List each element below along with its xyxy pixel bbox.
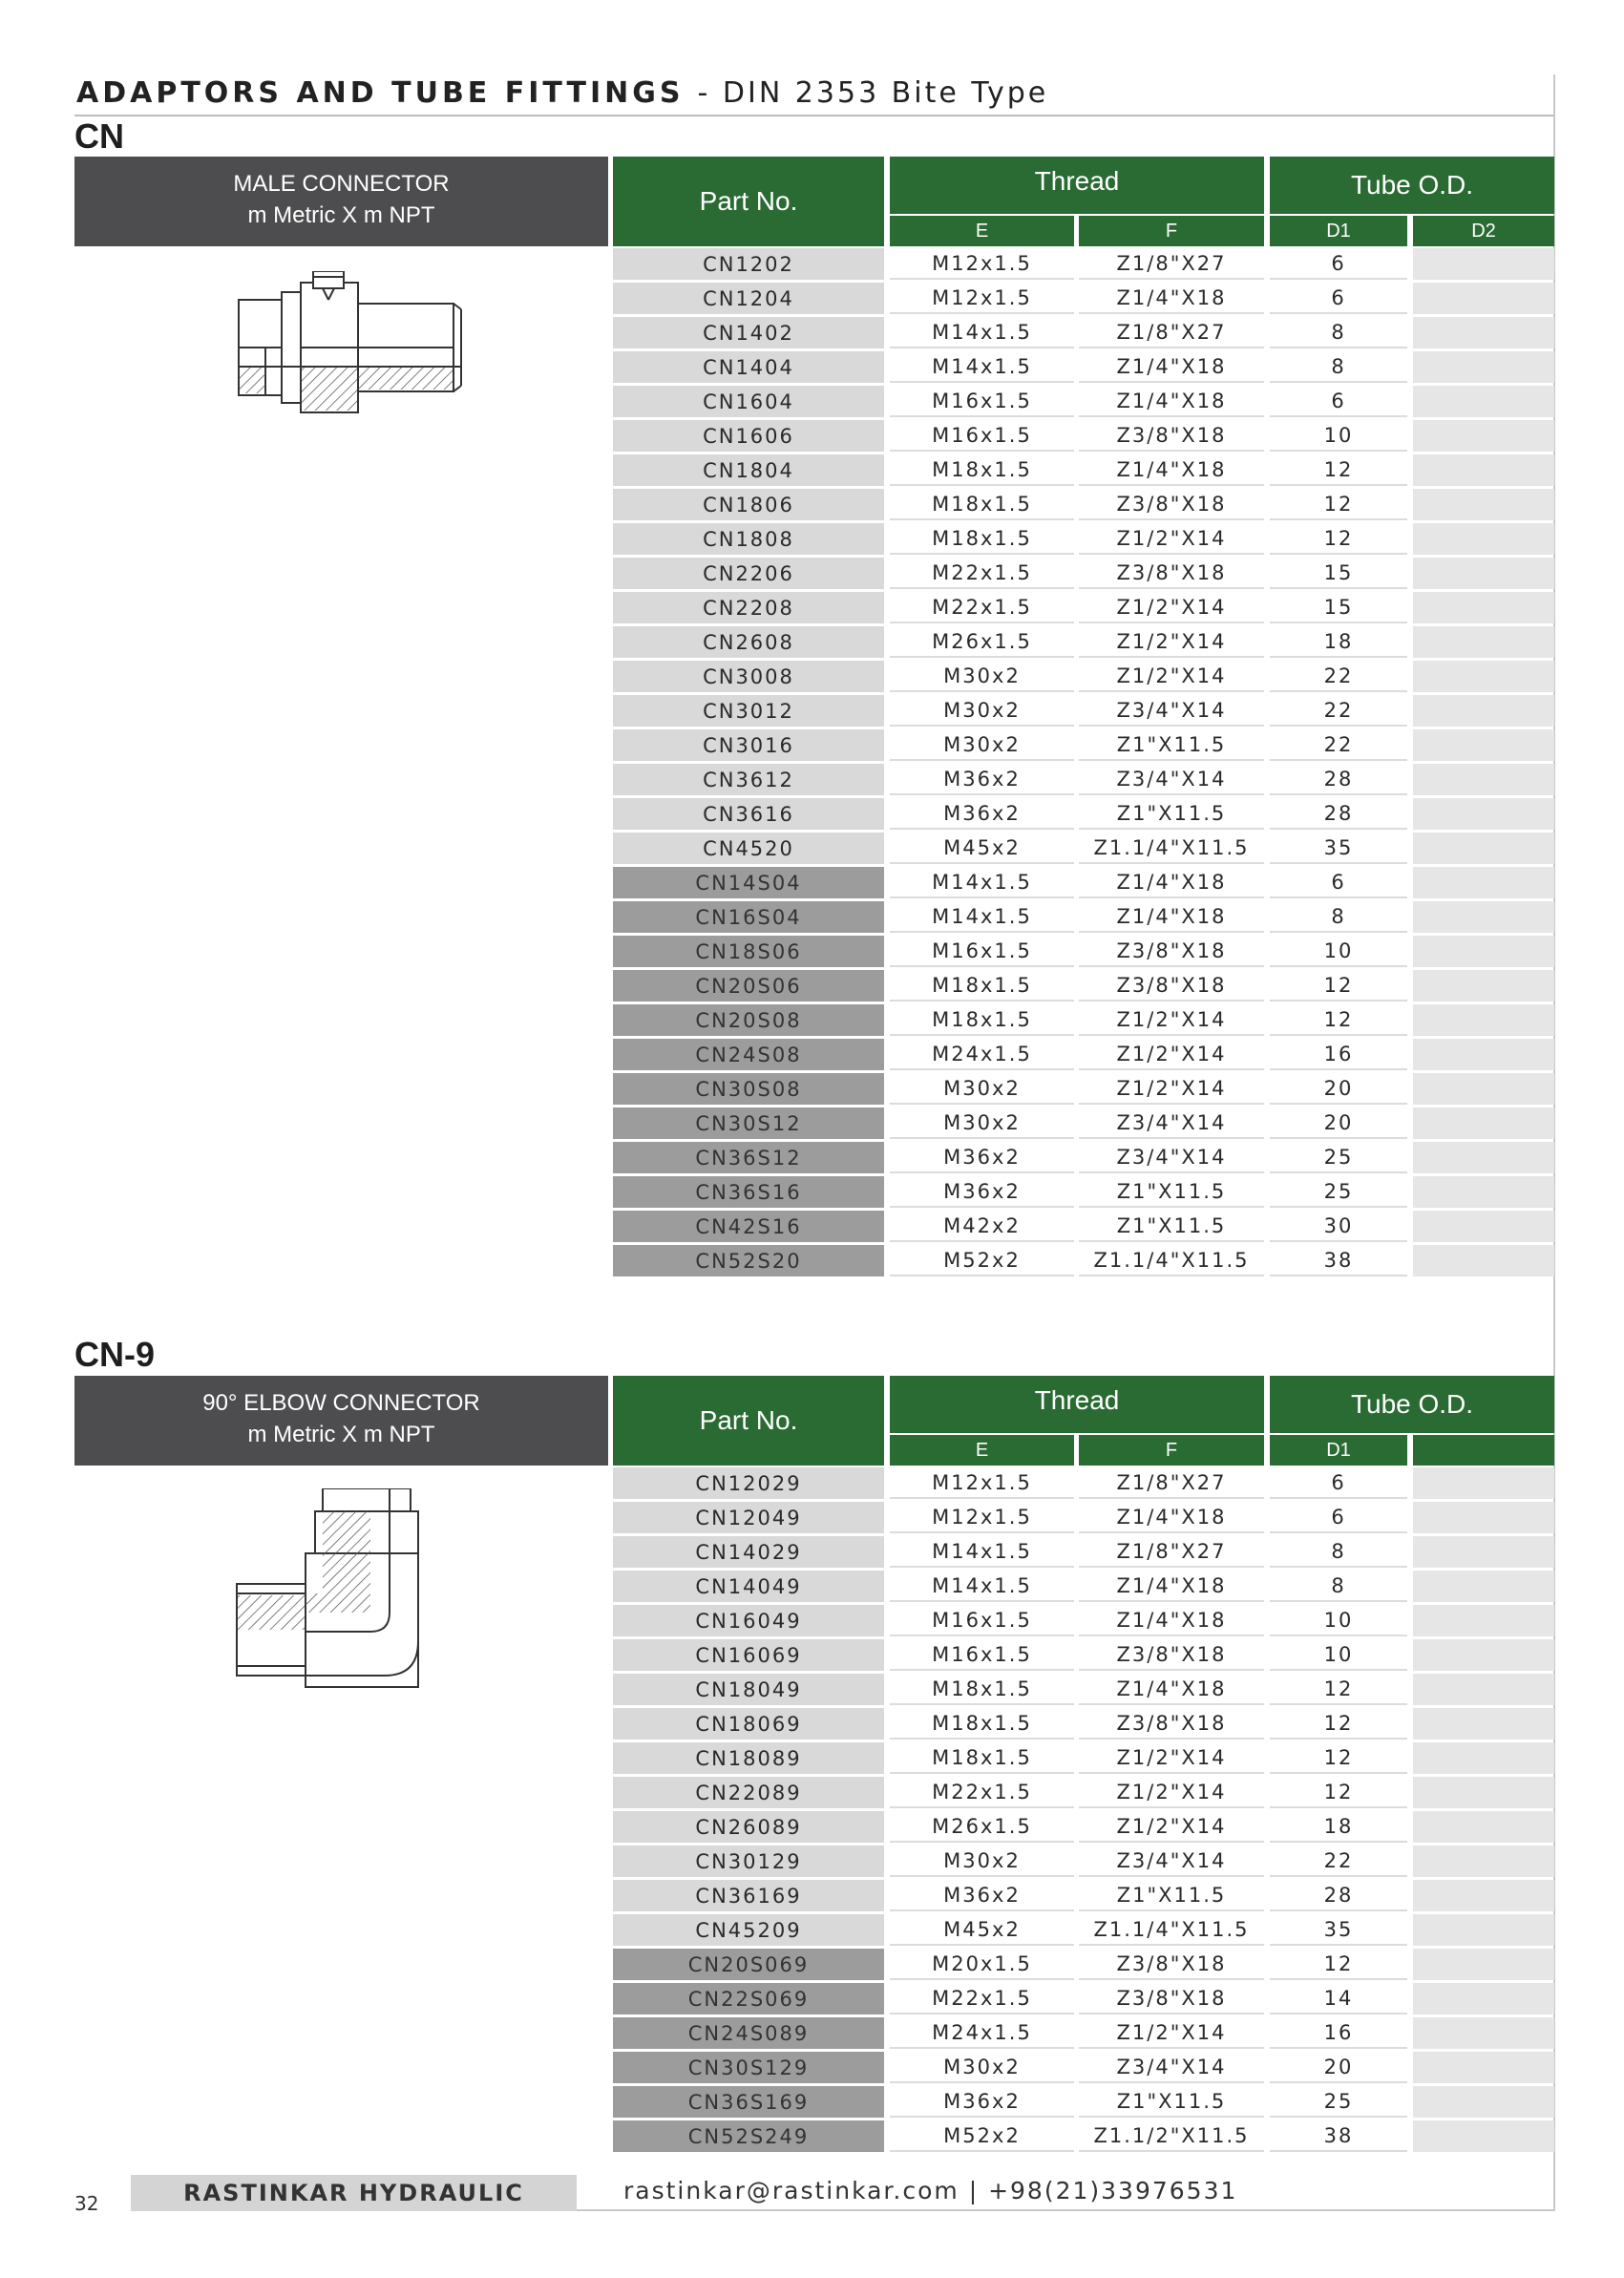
thread-f-cell: Z1/2"X14 <box>1079 592 1264 623</box>
product-description-box <box>74 1376 608 1466</box>
part-number-cell: CN1808 <box>613 523 884 555</box>
thread-f-cell: Z1/2"X14 <box>1079 523 1264 555</box>
thread-f-cell: Z1/4"X18 <box>1079 1571 1264 1602</box>
tube-d1-cell: 12 <box>1270 1742 1407 1774</box>
part-number-cell: CN2206 <box>613 558 884 589</box>
thread-e-cell: M30x2 <box>890 695 1074 727</box>
thread-f-cell: Z1"X11.5 <box>1079 1211 1264 1242</box>
part-number-cell: CN12049 <box>613 1502 884 1533</box>
tube-d2-cell <box>1413 523 1554 555</box>
thread-e-cell: M26x1.5 <box>890 1811 1074 1843</box>
product-thread-spec: m Metric X m NPT <box>247 1422 435 1447</box>
thread-f-cell: Z1.1/4"X11.5 <box>1079 833 1264 864</box>
thread-f-cell: Z1/8"X27 <box>1079 248 1264 280</box>
tube-d1-cell: 30 <box>1270 1211 1407 1242</box>
thread-f-cell: Z3/4"X14 <box>1079 1846 1264 1877</box>
thread-e-cell: M30x2 <box>890 1846 1074 1877</box>
part-number-cell: CN18049 <box>613 1674 884 1705</box>
tube-d1-cell: 35 <box>1270 833 1407 864</box>
tube-d2-cell <box>1413 1502 1554 1533</box>
tube-d2-cell <box>1413 558 1554 589</box>
part-number-cell: CN30S12 <box>613 1107 884 1139</box>
tube-d2-cell <box>1413 1536 1554 1568</box>
part-number-cell: CN1404 <box>613 351 884 383</box>
tube-d1-cell: 6 <box>1270 248 1407 280</box>
part-number-cell: CN1402 <box>613 317 884 348</box>
thread-e-cell: M22x1.5 <box>890 1777 1074 1808</box>
thread-f-cell: Z3/8"X18 <box>1079 1949 1264 1980</box>
tube-d2-cell <box>1413 1073 1554 1105</box>
tube-d1-cell: 20 <box>1270 1073 1407 1105</box>
thread-e-cell: M12x1.5 <box>890 1502 1074 1533</box>
thread-f-cell: Z1/2"X14 <box>1079 1777 1264 1808</box>
header-tube-od: Tube O.D. <box>1270 157 1554 214</box>
thread-e-cell: M18x1.5 <box>890 1004 1074 1036</box>
thread-e-cell: M52x2 <box>890 2120 1074 2152</box>
thread-f-cell: Z1/4"X18 <box>1079 1605 1264 1636</box>
tube-d2-cell <box>1413 1949 1554 1980</box>
thread-f-cell: Z1/2"X14 <box>1079 2017 1264 2049</box>
tube-d1-cell: 10 <box>1270 1605 1407 1636</box>
tube-d2-cell <box>1413 592 1554 623</box>
male-connector-drawing <box>227 271 552 424</box>
part-number-cell: CN24S08 <box>613 1039 884 1070</box>
part-number-cell: CN45209 <box>613 1914 884 1946</box>
thread-e-cell: M18x1.5 <box>890 1742 1074 1774</box>
thread-e-cell: M30x2 <box>890 1073 1074 1105</box>
thread-e-cell: M30x2 <box>890 2052 1074 2083</box>
thread-e-cell: M22x1.5 <box>890 592 1074 623</box>
part-number-cell: CN4520 <box>613 833 884 864</box>
tube-d2-cell <box>1413 1039 1554 1070</box>
tube-d1-cell: 16 <box>1270 1039 1407 1070</box>
tube-d1-cell: 12 <box>1270 1949 1407 1980</box>
thread-f-cell: Z3/4"X14 <box>1079 2052 1264 2083</box>
part-number-cell: CN2608 <box>613 626 884 658</box>
header-thread-f: F <box>1079 1435 1264 1466</box>
part-number-cell: CN22089 <box>613 1777 884 1808</box>
header-thread-f: F <box>1079 216 1264 246</box>
elbow-connector-drawing <box>227 1488 456 1708</box>
thread-e-cell: M42x2 <box>890 1211 1074 1242</box>
tube-d2-cell <box>1413 2017 1554 2049</box>
thread-e-cell: M14x1.5 <box>890 351 1074 383</box>
tube-d1-cell: 8 <box>1270 901 1407 933</box>
header-d2-empty <box>1413 1435 1554 1466</box>
part-number-cell: CN24S089 <box>613 2017 884 2049</box>
part-number-cell: CN30S129 <box>613 2052 884 2083</box>
header-thread-e: E <box>890 1435 1074 1466</box>
footer-brand: RASTINKAR HYDRAULIC <box>131 2175 577 2211</box>
thread-e-cell: M30x2 <box>890 661 1074 692</box>
tube-d2-cell <box>1413 936 1554 967</box>
part-number-cell: CN3616 <box>613 798 884 830</box>
part-number-cell: CN3612 <box>613 764 884 795</box>
tube-d1-cell: 12 <box>1270 1708 1407 1740</box>
thread-e-cell: M16x1.5 <box>890 1605 1074 1636</box>
thread-f-cell: Z3/8"X18 <box>1079 1639 1264 1671</box>
thread-e-cell: M18x1.5 <box>890 523 1074 555</box>
tube-d1-cell: 18 <box>1270 1811 1407 1843</box>
thread-e-cell: M14x1.5 <box>890 1536 1074 1568</box>
footer-divider <box>577 2209 1554 2211</box>
header-thread-e: E <box>890 216 1074 246</box>
header-thread: Thread <box>890 157 1264 214</box>
tube-d1-cell: 28 <box>1270 798 1407 830</box>
thread-e-cell: M12x1.5 <box>890 283 1074 314</box>
tube-d1-cell: 10 <box>1270 420 1407 452</box>
thread-e-cell: M36x2 <box>890 1880 1074 1911</box>
section-elbow-connector <box>74 1376 1554 2159</box>
tube-d1-cell: 16 <box>1270 2017 1407 2049</box>
thread-e-cell: M45x2 <box>890 833 1074 864</box>
thread-f-cell: Z1/4"X18 <box>1079 901 1264 933</box>
part-number-cell: CN36S169 <box>613 2086 884 2118</box>
tube-d2-cell <box>1413 1605 1554 1636</box>
tube-d2-cell <box>1413 351 1554 383</box>
tube-d2-cell <box>1413 248 1554 280</box>
thread-e-cell: M52x2 <box>890 1245 1074 1276</box>
part-number-cell: CN30129 <box>613 1846 884 1877</box>
thread-f-cell: Z1/2"X14 <box>1079 626 1264 658</box>
part-number-cell: CN20S06 <box>613 970 884 1002</box>
thread-e-cell: M14x1.5 <box>890 1571 1074 1602</box>
tube-d1-cell: 6 <box>1270 867 1407 898</box>
thread-f-cell: Z3/8"X18 <box>1079 558 1264 589</box>
tube-d2-cell <box>1413 420 1554 452</box>
thread-f-cell: Z1/2"X14 <box>1079 1004 1264 1036</box>
thread-e-cell: M18x1.5 <box>890 454 1074 486</box>
thread-e-cell: M18x1.5 <box>890 489 1074 520</box>
tube-d1-cell: 20 <box>1270 2052 1407 2083</box>
part-number-cell: CN26089 <box>613 1811 884 1843</box>
thread-e-cell: M20x1.5 <box>890 1949 1074 1980</box>
tube-d2-cell <box>1413 1880 1554 1911</box>
tube-d2-cell <box>1413 1176 1554 1208</box>
thread-e-cell: M24x1.5 <box>890 1039 1074 1070</box>
thread-e-cell: M12x1.5 <box>890 248 1074 280</box>
part-number-cell: CN16069 <box>613 1639 884 1671</box>
thread-e-cell: M36x2 <box>890 2086 1074 2118</box>
tube-d1-cell: 25 <box>1270 1176 1407 1208</box>
tube-d2-cell <box>1413 1107 1554 1139</box>
thread-f-cell: Z1/4"X18 <box>1079 1674 1264 1705</box>
part-number-cell: CN20S069 <box>613 1949 884 1980</box>
tube-d1-cell: 12 <box>1270 454 1407 486</box>
page-title <box>76 76 1048 110</box>
title-underline <box>74 115 1554 116</box>
tube-d1-cell: 22 <box>1270 661 1407 692</box>
part-number-cell: CN14S04 <box>613 867 884 898</box>
thread-f-cell: Z3/4"X14 <box>1079 695 1264 727</box>
thread-f-cell: Z1"X11.5 <box>1079 1880 1264 1911</box>
product-description-box <box>74 157 608 246</box>
thread-e-cell: M24x1.5 <box>890 2017 1074 2049</box>
page-number: 32 <box>74 2192 99 2215</box>
tube-d2-cell <box>1413 729 1554 761</box>
thread-e-cell: M16x1.5 <box>890 936 1074 967</box>
thread-f-cell: Z1/2"X14 <box>1079 1073 1264 1105</box>
part-number-cell: CN16S04 <box>613 901 884 933</box>
part-number-cell: CN1204 <box>613 283 884 314</box>
tube-d1-cell: 6 <box>1270 1467 1407 1499</box>
part-number-cell: CN3016 <box>613 729 884 761</box>
thread-f-cell: Z1.1/2"X11.5 <box>1079 2120 1264 2152</box>
tube-d1-cell: 10 <box>1270 1639 1407 1671</box>
tube-d1-cell: 20 <box>1270 1107 1407 1139</box>
tube-d2-cell <box>1413 1742 1554 1774</box>
page-title-sub: - DIN 2353 Bite Type <box>697 76 1049 110</box>
tube-d1-cell: 12 <box>1270 523 1407 555</box>
thread-e-cell: M30x2 <box>890 1107 1074 1139</box>
tube-d2-cell <box>1413 1639 1554 1671</box>
thread-f-cell: Z1"X11.5 <box>1079 798 1264 830</box>
thread-e-cell: M18x1.5 <box>890 1708 1074 1740</box>
thread-f-cell: Z3/8"X18 <box>1079 1708 1264 1740</box>
tube-d1-cell: 22 <box>1270 1846 1407 1877</box>
tube-d2-cell <box>1413 2086 1554 2118</box>
thread-f-cell: Z1"X11.5 <box>1079 2086 1264 2118</box>
part-number-cell: CN20S08 <box>613 1004 884 1036</box>
part-number-cell: CN36169 <box>613 1880 884 1911</box>
tube-d2-cell <box>1413 1004 1554 1036</box>
thread-f-cell: Z1/8"X27 <box>1079 317 1264 348</box>
thread-e-cell: M16x1.5 <box>890 386 1074 417</box>
part-number-cell: CN22S069 <box>613 1983 884 2014</box>
header-thread: Thread <box>890 1376 1264 1433</box>
part-number-cell: CN52S20 <box>613 1245 884 1276</box>
footer-contact: rastinkar@rastinkar.com | +98(21)33976531 <box>623 2177 1238 2204</box>
thread-f-cell: Z3/4"X14 <box>1079 1107 1264 1139</box>
tube-d1-cell: 12 <box>1270 970 1407 1002</box>
tube-d1-cell: 6 <box>1270 386 1407 417</box>
tube-d2-cell <box>1413 1811 1554 1843</box>
part-number-cell: CN3008 <box>613 661 884 692</box>
part-number-cell: CN1804 <box>613 454 884 486</box>
tube-d1-cell: 28 <box>1270 1880 1407 1911</box>
tube-d1-cell: 12 <box>1270 1004 1407 1036</box>
section-code-cn: CN <box>74 116 124 156</box>
tube-d2-cell <box>1413 1846 1554 1877</box>
thread-f-cell: Z1/4"X18 <box>1079 867 1264 898</box>
tube-d2-cell <box>1413 1467 1554 1499</box>
thread-e-cell: M26x1.5 <box>890 626 1074 658</box>
thread-f-cell: Z1/4"X18 <box>1079 1502 1264 1533</box>
part-number-cell: CN3012 <box>613 695 884 727</box>
tube-d1-cell: 38 <box>1270 2120 1407 2152</box>
thread-e-cell: M22x1.5 <box>890 558 1074 589</box>
tube-d1-cell: 15 <box>1270 558 1407 589</box>
part-number-cell: CN36S12 <box>613 1142 884 1173</box>
header-d1: D1 <box>1270 1435 1407 1466</box>
tube-d2-cell <box>1413 626 1554 658</box>
tube-d2-cell <box>1413 661 1554 692</box>
thread-e-cell: M18x1.5 <box>890 1674 1074 1705</box>
thread-f-cell: Z3/8"X18 <box>1079 936 1264 967</box>
tube-d2-cell <box>1413 317 1554 348</box>
part-number-cell: CN30S08 <box>613 1073 884 1105</box>
tube-d2-cell <box>1413 764 1554 795</box>
thread-e-cell: M36x2 <box>890 764 1074 795</box>
thread-f-cell: Z3/8"X18 <box>1079 420 1264 452</box>
thread-e-cell: M12x1.5 <box>890 1467 1074 1499</box>
product-thread-spec: m Metric X m NPT <box>247 202 435 228</box>
page-title-main: ADAPTORS AND TUBE FITTINGS <box>76 76 685 110</box>
tube-d2-cell <box>1413 1777 1554 1808</box>
part-number-cell: CN2208 <box>613 592 884 623</box>
tube-d2-cell <box>1413 1571 1554 1602</box>
tube-d2-cell <box>1413 695 1554 727</box>
thread-f-cell: Z3/4"X14 <box>1079 1142 1264 1173</box>
tube-d2-cell <box>1413 2052 1554 2083</box>
thread-e-cell: M36x2 <box>890 798 1074 830</box>
tube-d2-cell <box>1413 833 1554 864</box>
tube-d1-cell: 22 <box>1270 695 1407 727</box>
part-number-cell: CN14029 <box>613 1536 884 1568</box>
thread-f-cell: Z1"X11.5 <box>1079 1176 1264 1208</box>
part-number-cell: CN18S06 <box>613 936 884 967</box>
tube-d1-cell: 15 <box>1270 592 1407 623</box>
part-number-cell: CN18069 <box>613 1708 884 1740</box>
thread-e-cell: M14x1.5 <box>890 317 1074 348</box>
tube-d1-cell: 35 <box>1270 1914 1407 1946</box>
thread-e-cell: M36x2 <box>890 1142 1074 1173</box>
product-name: MALE CONNECTOR <box>233 171 450 197</box>
thread-f-cell: Z1/4"X18 <box>1079 454 1264 486</box>
tube-d2-cell <box>1413 454 1554 486</box>
tube-d1-cell: 6 <box>1270 1502 1407 1533</box>
part-number-cell: CN14049 <box>613 1571 884 1602</box>
tube-d1-cell: 25 <box>1270 2086 1407 2118</box>
thread-f-cell: Z1/4"X18 <box>1079 386 1264 417</box>
tube-d1-cell: 14 <box>1270 1983 1407 2014</box>
header-d2: D2 <box>1413 216 1554 246</box>
tube-d2-cell <box>1413 489 1554 520</box>
thread-f-cell: Z1/2"X14 <box>1079 1811 1264 1843</box>
thread-e-cell: M36x2 <box>890 1176 1074 1208</box>
thread-f-cell: Z1/4"X18 <box>1079 351 1264 383</box>
tube-d2-cell <box>1413 2120 1554 2152</box>
thread-e-cell: M30x2 <box>890 729 1074 761</box>
tube-d1-cell: 25 <box>1270 1142 1407 1173</box>
tube-d2-cell <box>1413 970 1554 1002</box>
header-d1: D1 <box>1270 216 1407 246</box>
thread-f-cell: Z3/4"X14 <box>1079 764 1264 795</box>
tube-d1-cell: 8 <box>1270 1571 1407 1602</box>
thread-f-cell: Z1/2"X14 <box>1079 1742 1264 1774</box>
section-male-connector <box>74 157 1554 1283</box>
thread-e-cell: M18x1.5 <box>890 970 1074 1002</box>
thread-f-cell: Z3/8"X18 <box>1079 970 1264 1002</box>
tube-d1-cell: 22 <box>1270 729 1407 761</box>
tube-d2-cell <box>1413 1674 1554 1705</box>
tube-d2-cell <box>1413 1708 1554 1740</box>
tube-d2-cell <box>1413 1914 1554 1946</box>
thread-e-cell: M14x1.5 <box>890 867 1074 898</box>
tube-d2-cell <box>1413 1983 1554 2014</box>
part-number-cell: CN52S249 <box>613 2120 884 2152</box>
tube-d1-cell: 18 <box>1270 626 1407 658</box>
tube-d1-cell: 12 <box>1270 1777 1407 1808</box>
thread-f-cell: Z1/2"X14 <box>1079 1039 1264 1070</box>
tube-d1-cell: 38 <box>1270 1245 1407 1276</box>
tube-d1-cell: 6 <box>1270 283 1407 314</box>
thread-e-cell: M45x2 <box>890 1914 1074 1946</box>
tube-d2-cell <box>1413 1211 1554 1242</box>
tube-d2-cell <box>1413 1142 1554 1173</box>
part-number-cell: CN1604 <box>613 386 884 417</box>
tube-d1-cell: 8 <box>1270 351 1407 383</box>
thread-e-cell: M14x1.5 <box>890 901 1074 933</box>
part-number-cell: CN36S16 <box>613 1176 884 1208</box>
part-number-cell: CN42S16 <box>613 1211 884 1242</box>
part-number-cell: CN12029 <box>613 1467 884 1499</box>
thread-e-cell: M16x1.5 <box>890 1639 1074 1671</box>
tube-d1-cell: 8 <box>1270 317 1407 348</box>
tube-d2-cell <box>1413 386 1554 417</box>
thread-e-cell: M22x1.5 <box>890 1983 1074 2014</box>
thread-f-cell: Z1/4"X18 <box>1079 283 1264 314</box>
tube-d2-cell <box>1413 867 1554 898</box>
thread-e-cell: M16x1.5 <box>890 420 1074 452</box>
product-name: 90° ELBOW CONNECTOR <box>202 1390 480 1416</box>
tube-d1-cell: 28 <box>1270 764 1407 795</box>
part-number-cell: CN1202 <box>613 248 884 280</box>
header-tube-od: Tube O.D. <box>1270 1376 1554 1433</box>
tube-d1-cell: 10 <box>1270 936 1407 967</box>
tube-d2-cell <box>1413 1245 1554 1276</box>
thread-f-cell: Z3/8"X18 <box>1079 1983 1264 2014</box>
thread-f-cell: Z1/8"X27 <box>1079 1467 1264 1499</box>
thread-f-cell: Z1.1/4"X11.5 <box>1079 1914 1264 1946</box>
thread-f-cell: Z1"X11.5 <box>1079 729 1264 761</box>
part-number-cell: CN18089 <box>613 1742 884 1774</box>
header-part-no: Part No. <box>613 1376 884 1466</box>
thread-f-cell: Z3/8"X18 <box>1079 489 1264 520</box>
thread-f-cell: Z1/2"X14 <box>1079 661 1264 692</box>
thread-f-cell: Z1/8"X27 <box>1079 1536 1264 1568</box>
part-number-cell: CN16049 <box>613 1605 884 1636</box>
part-number-cell: CN1606 <box>613 420 884 452</box>
tube-d2-cell <box>1413 901 1554 933</box>
part-number-cell: CN1806 <box>613 489 884 520</box>
tube-d1-cell: 8 <box>1270 1536 1407 1568</box>
thread-f-cell: Z1.1/4"X11.5 <box>1079 1245 1264 1276</box>
tube-d2-cell <box>1413 283 1554 314</box>
tube-d1-cell: 12 <box>1270 489 1407 520</box>
tube-d2-cell <box>1413 798 1554 830</box>
section-code-cn-9: CN-9 <box>74 1335 156 1374</box>
tube-d1-cell: 12 <box>1270 1674 1407 1705</box>
header-part-no: Part No. <box>613 157 884 246</box>
